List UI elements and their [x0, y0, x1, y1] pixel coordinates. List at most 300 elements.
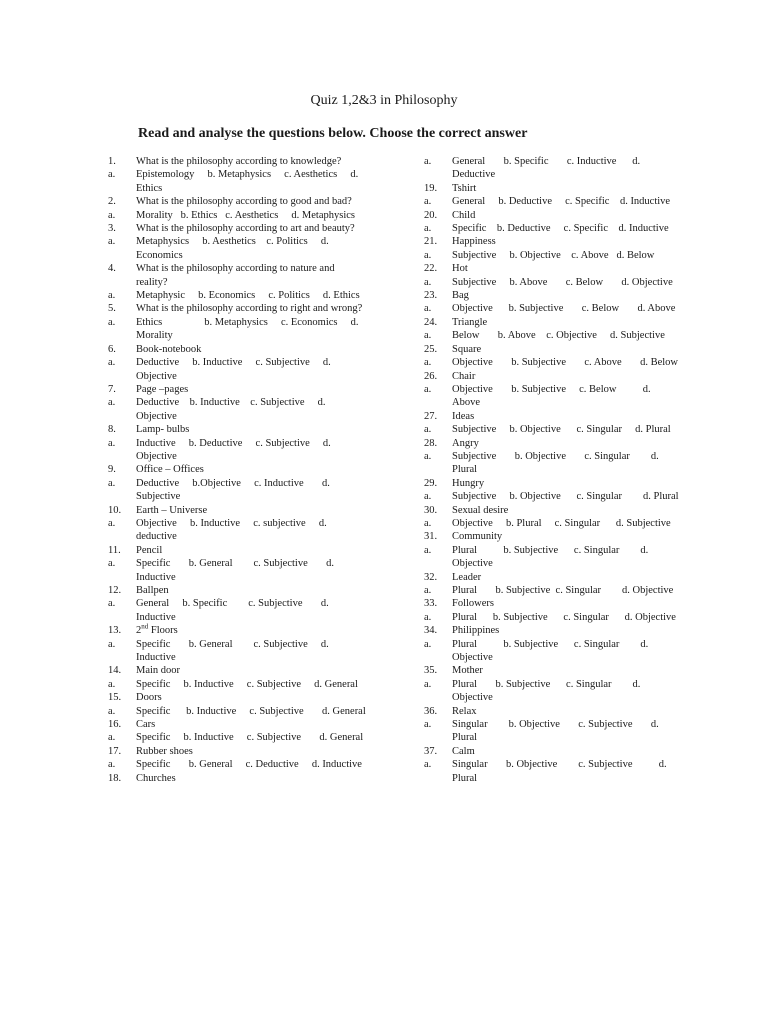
choice-marker: a.: [108, 517, 116, 529]
question-number: 5.: [108, 303, 116, 315]
answer-choices: [424, 302, 680, 315]
answer-choices: [108, 209, 366, 222]
answer-choices: [424, 155, 680, 182]
superscript: nd: [141, 622, 149, 631]
text-part: Plural b. Subjective c. Singular d. Objective: [452, 638, 651, 664]
text-part: Objective b. Subjective c. Above d. Below: [452, 357, 679, 369]
question-number: 31.: [424, 531, 438, 543]
text-part: Epistemology b. Metaphysics c. Aesthetics d. Ethics: [136, 169, 364, 194]
text-part: Sexual desire: [452, 504, 509, 516]
choice-text: [136, 557, 366, 584]
choice-marker: a.: [424, 517, 432, 529]
choice-text: [136, 289, 366, 302]
question-number: 7.: [108, 383, 116, 395]
choice-marker: a.: [108, 290, 116, 302]
text-part: Child: [452, 209, 476, 221]
choice-text: [136, 396, 366, 423]
answer-choices: [424, 450, 680, 477]
question-item: [108, 624, 366, 637]
choice-text: [452, 678, 680, 705]
question-item: [424, 705, 680, 718]
answer-choices: [424, 423, 680, 436]
choice-marker: a.: [108, 732, 116, 744]
choice-marker: a.: [424, 276, 432, 288]
choice-text: [452, 450, 680, 477]
question-text: [136, 383, 366, 396]
text-part: Plural b. Subjective c. Singular d. Objective: [452, 611, 676, 623]
choice-marker: a.: [108, 558, 116, 570]
question-item: [108, 584, 366, 597]
choice-marker: a.: [424, 156, 432, 167]
text-part: Deductive b. Inductive c. Subjective d. Objective: [136, 397, 329, 422]
choice-text: [452, 718, 680, 745]
question-number: 26.: [424, 370, 438, 382]
answer-choices: [108, 316, 366, 343]
choice-text: [452, 383, 680, 410]
text-part: Triangle: [452, 316, 488, 328]
question-number: 22.: [424, 263, 438, 275]
question-item: [108, 504, 366, 517]
question-number: 30.: [424, 504, 438, 516]
question-text: [452, 235, 680, 248]
answer-choices: [424, 222, 680, 235]
text-part: Relax: [452, 705, 477, 717]
question-item: [108, 195, 366, 208]
text-part: Tshirt: [452, 182, 477, 194]
text-part: Plural b. Subjective c. Singular d. Objective: [452, 544, 651, 570]
question-text: [452, 289, 680, 302]
answer-choices: [424, 584, 680, 597]
question-text: [136, 544, 366, 557]
answer-choices: [108, 235, 366, 262]
question-number: 33.: [424, 598, 438, 610]
text-part: Hot: [452, 263, 468, 275]
text-part: Ballpen: [136, 585, 169, 596]
choice-text: [452, 195, 680, 208]
question-number: 8.: [108, 424, 116, 436]
question-number: 2.: [108, 196, 116, 208]
question-number: 35.: [424, 665, 438, 677]
text-part: Ethics b. Metaphysics c. Economics d. Morality: [136, 316, 362, 342]
question-number: 29.: [424, 477, 438, 489]
question-text: [452, 477, 680, 490]
answer-choices: [108, 396, 366, 423]
text-part: Deductive b. Inductive c. Subjective d. Objective: [136, 357, 334, 382]
choice-text: [452, 222, 680, 235]
question-item: [108, 423, 366, 436]
question-number: 19.: [424, 182, 438, 194]
choice-marker: a.: [424, 303, 432, 315]
text-part: Floors: [148, 625, 178, 637]
choice-text: [136, 356, 366, 383]
question-number: 6.: [108, 343, 116, 355]
answer-choices: [424, 544, 680, 571]
text-part: Square: [452, 343, 482, 355]
text-part: Objective b. Subjective c. Below d. Above: [452, 303, 676, 315]
question-text: [452, 664, 680, 677]
question-item: [108, 343, 366, 356]
question-number: 21.: [424, 236, 438, 248]
text-part: Subjective b. Objective c. Singular d. Plural: [452, 491, 679, 503]
text-part: Ideas: [452, 410, 475, 422]
answer-choices: [424, 517, 680, 530]
choice-marker: a.: [108, 638, 116, 650]
question-number: 17.: [108, 745, 122, 757]
question-number: 25.: [424, 343, 438, 355]
text-part: Subjective b. Objective c. Above d. Below: [452, 249, 655, 261]
text-part: Calm: [452, 745, 475, 757]
choice-text: [452, 758, 680, 785]
choice-marker: a.: [424, 330, 432, 342]
text-part: Churches: [136, 772, 176, 784]
text-part: Cars: [136, 719, 156, 731]
choice-marker: a.: [108, 477, 116, 489]
text-part: General b. Specific c. Subjective d. Inductive: [136, 598, 332, 623]
choice-marker: a.: [424, 196, 432, 208]
choice-marker: a.: [424, 638, 432, 650]
question-item: [108, 718, 366, 731]
text-part: Rubber shoes: [136, 745, 193, 757]
answer-choices: [424, 611, 680, 624]
choice-text: [452, 638, 680, 665]
choice-marker: a.: [108, 759, 116, 771]
answer-choices: [424, 195, 680, 208]
question-number: 23.: [424, 290, 438, 302]
question-item: [424, 209, 680, 222]
text-part: Followers: [452, 598, 494, 610]
instruction-heading: Read and analyse the questions below. Choose the correct answer: [138, 126, 528, 141]
question-text: [136, 584, 366, 597]
choice-marker: a.: [424, 383, 432, 395]
text-part: Philippines: [452, 625, 500, 637]
text-part: 2: [136, 625, 142, 637]
question-text: [136, 262, 366, 289]
text-part: Happiness: [452, 236, 496, 248]
choice-marker: a.: [424, 223, 432, 235]
answer-choices: [108, 638, 366, 665]
choice-text: [452, 517, 680, 530]
question-item: [108, 544, 366, 557]
question-item: [424, 289, 680, 302]
text-part: Deductive b.Objective c. Inductive d. Subjective: [136, 477, 333, 503]
text-part: Objective b. Inductive c. subjective d. deductive: [136, 517, 330, 543]
answer-choices: [424, 718, 680, 745]
choice-text: [452, 356, 680, 369]
question-text: [452, 705, 680, 718]
question-item: [108, 383, 366, 396]
choice-text: [452, 490, 680, 503]
question-item: [108, 745, 366, 758]
question-number: 13.: [108, 625, 122, 637]
left-question-column: [108, 155, 366, 785]
choice-text: [136, 316, 366, 343]
question-item: [424, 182, 680, 195]
question-text: [136, 423, 366, 436]
choice-marker: a.: [108, 678, 116, 690]
question-item: [424, 262, 680, 275]
choice-text: [136, 437, 366, 464]
question-item: [424, 571, 680, 584]
text-part: Specific b. General c. Deductive d. Inductive: [136, 759, 362, 771]
text-part: Earth – Universe: [136, 504, 208, 516]
answer-choices: [424, 638, 680, 665]
choice-marker: a.: [424, 611, 432, 623]
answer-choices: [108, 168, 366, 195]
question-text: [136, 718, 366, 731]
question-number: 36.: [424, 705, 438, 717]
text-part: Office – Offices: [136, 464, 204, 476]
question-text: [136, 155, 366, 168]
choice-marker: a.: [424, 719, 432, 731]
question-item: [424, 235, 680, 248]
answer-choices: [424, 276, 680, 289]
text-part: Subjective b. Objective c. Singular d. Plural: [452, 450, 662, 476]
text-part: Hungry: [452, 477, 485, 489]
choice-marker: a.: [108, 357, 116, 369]
text-part: Specific b. Inductive c. Subjective d. General: [136, 705, 366, 717]
question-number: 10.: [108, 504, 122, 516]
question-text: [452, 597, 680, 610]
text-part: Leader: [452, 571, 482, 583]
choice-marker: a.: [424, 585, 432, 596]
choice-marker: a.: [108, 169, 116, 181]
choice-text: [452, 302, 680, 315]
answer-choices: [108, 731, 366, 744]
text-part: What is the philosophy according to good and bad?: [136, 196, 352, 208]
choice-marker: a.: [108, 397, 116, 409]
text-part: General b. Specific c. Inductive d. Deductive: [452, 156, 643, 181]
text-part: Page –pages: [136, 383, 189, 395]
text-part: Doors: [136, 692, 162, 704]
text-part: Objective b. Plural c. Singular d. Subjective: [452, 517, 671, 529]
question-item: [424, 343, 680, 356]
answer-choices: [108, 597, 366, 624]
choice-marker: a.: [108, 705, 116, 717]
question-item: [108, 262, 366, 289]
question-number: 32.: [424, 571, 438, 583]
question-number: 4.: [108, 263, 116, 275]
question-number: 1.: [108, 156, 116, 167]
answer-choices: [424, 329, 680, 342]
choice-text: [136, 705, 366, 718]
text-part: Singular b. Objective c. Subjective d. Plural: [452, 719, 662, 744]
question-text: [136, 463, 366, 476]
question-text: [452, 209, 680, 222]
question-text: [136, 691, 366, 704]
question-item: [424, 745, 680, 758]
question-item: [424, 664, 680, 677]
choice-text: [452, 423, 680, 436]
text-part: What is the philosophy according to right and wrong?: [136, 303, 363, 315]
question-text: [452, 530, 680, 543]
answer-choices: [108, 678, 366, 691]
question-item: [424, 410, 680, 423]
choice-marker: a.: [108, 209, 116, 221]
text-part: Specific b. Inductive c. Subjective d. General: [136, 678, 358, 690]
question-text: [452, 343, 680, 356]
choice-marker: a.: [424, 249, 432, 261]
text-part: Mother: [452, 665, 483, 677]
question-text: [452, 504, 680, 517]
question-text: [136, 504, 366, 517]
text-part: Plural b. Subjective c. Singular d. Objective: [452, 585, 674, 596]
question-item: [424, 597, 680, 610]
question-number: 9.: [108, 464, 116, 476]
text-part: Specific b. General c. Subjective d. Inductive: [136, 558, 337, 583]
text-part: Metaphysic b. Economics c. Politics d. Ethics: [136, 290, 360, 302]
question-number: 12.: [108, 585, 122, 596]
question-text: [136, 222, 366, 235]
text-part: Specific b. Deductive c. Specific d. Inductive: [452, 223, 669, 235]
choice-text: [452, 276, 680, 289]
text-part: Angry: [452, 437, 479, 449]
text-part: Subjective b. Above c. Below d. Objective: [452, 276, 673, 288]
choice-text: [452, 155, 680, 182]
choice-text: [136, 638, 366, 665]
answer-choices: [108, 758, 366, 771]
question-item: [108, 155, 366, 168]
choice-text: [136, 477, 366, 504]
question-text: [136, 664, 366, 677]
question-text: [452, 437, 680, 450]
question-number: 28.: [424, 437, 438, 449]
answer-choices: [108, 437, 366, 464]
text-part: What is the philosophy according to art and beauty?: [136, 223, 355, 235]
question-number: 11.: [108, 544, 121, 556]
choice-text: [136, 597, 366, 624]
question-item: [108, 772, 366, 785]
answer-choices: [108, 289, 366, 302]
answer-choices: [424, 758, 680, 785]
question-number: 27.: [424, 410, 438, 422]
text-part: Lamp- bulbs: [136, 424, 190, 436]
choice-text: [136, 678, 366, 691]
question-text: [452, 745, 680, 758]
choice-marker: a.: [424, 759, 432, 771]
question-item: [108, 664, 366, 677]
answer-choices: [108, 517, 366, 544]
text-part: Pencil: [136, 544, 163, 556]
choice-text: [452, 249, 680, 262]
text-part: Main door: [136, 665, 181, 677]
answer-choices: [424, 490, 680, 503]
question-text: [136, 624, 366, 637]
choice-marker: a.: [424, 357, 432, 369]
text-part: Metaphysics b. Aesthetics c. Politics d. Economics: [136, 236, 332, 261]
choice-text: [136, 758, 366, 771]
answer-choices: [108, 557, 366, 584]
choice-marker: a.: [424, 544, 432, 556]
text-part: Book-notebook: [136, 343, 202, 355]
question-number: 20.: [424, 209, 438, 221]
question-item: [108, 302, 366, 315]
question-item: [424, 530, 680, 543]
text-part: Below b. Above c. Objective d. Subjective: [452, 330, 665, 342]
answer-choices: [424, 383, 680, 410]
choice-text: [136, 168, 366, 195]
text-part: What is the philosophy according to nature and reality?: [136, 263, 338, 288]
choice-marker: a.: [108, 236, 116, 248]
choice-marker: a.: [108, 437, 116, 449]
text-part: Community: [452, 531, 503, 543]
text-part: Subjective b. Objective c. Singular d. Plural: [452, 424, 671, 436]
text-part: General b. Deductive c. Specific d. Inductive: [452, 196, 671, 208]
question-number: 16.: [108, 719, 122, 731]
choice-marker: a.: [424, 450, 432, 462]
question-item: [424, 477, 680, 490]
question-text: [136, 302, 366, 315]
question-number: 14.: [108, 665, 122, 677]
answer-choices: [424, 678, 680, 705]
question-text: [136, 343, 366, 356]
choice-text: [452, 584, 680, 597]
question-item: [424, 437, 680, 450]
question-text: [452, 182, 680, 195]
answer-choices: [108, 356, 366, 383]
text-part: Chair: [452, 370, 476, 382]
choice-marker: a.: [424, 424, 432, 436]
text-part: Singular b. Objective c. Subjective d. Plural: [452, 759, 670, 784]
question-text: [136, 195, 366, 208]
choice-text: [136, 235, 366, 262]
choice-text: [452, 329, 680, 342]
answer-choices: [108, 477, 366, 504]
question-number: 3.: [108, 223, 116, 235]
question-item: [424, 370, 680, 383]
question-number: 34.: [424, 625, 438, 637]
choice-marker: a.: [108, 598, 116, 610]
question-item: [108, 691, 366, 704]
text-part: Specific b. General c. Subjective d. Inductive: [136, 638, 332, 664]
question-number: 15.: [108, 692, 122, 704]
question-text: [136, 772, 366, 785]
question-text: [452, 571, 680, 584]
question-text: [452, 316, 680, 329]
question-item: [108, 463, 366, 476]
text-part: Objective b. Subjective c. Below d. Above: [452, 383, 653, 409]
question-number: 18.: [108, 772, 122, 784]
choice-text: [136, 731, 366, 744]
question-item: [424, 316, 680, 329]
question-text: [452, 262, 680, 275]
choice-marker: a.: [424, 678, 432, 690]
question-item: [108, 222, 366, 235]
question-text: [136, 745, 366, 758]
choice-text: [136, 517, 366, 544]
choice-text: [452, 611, 680, 624]
answer-choices: [424, 249, 680, 262]
question-text: [452, 624, 680, 637]
text-part: Morality b. Ethics c. Aesthetics d. Metaphysics: [136, 209, 356, 221]
question-number: 24.: [424, 316, 438, 328]
question-text: [452, 410, 680, 423]
text-part: Plural b. Subjective c. Singular d. Objective: [452, 678, 644, 704]
text-part: Bag: [452, 290, 469, 302]
text-part: Inductive b. Deductive c. Subjective d. Objective: [136, 437, 334, 462]
text-part: Specific b. Inductive c. Subjective d. General: [136, 732, 364, 744]
text-part: What is the philosophy according to knowledge?: [136, 156, 342, 167]
question-text: [452, 370, 680, 383]
choice-text: [136, 209, 366, 222]
question-item: [424, 624, 680, 637]
right-question-column: [424, 155, 680, 785]
question-item: [424, 504, 680, 517]
page-title: Quiz 1,2&3 in Philosophy: [310, 93, 458, 108]
choice-marker: a.: [424, 491, 432, 503]
answer-choices: [424, 356, 680, 369]
choice-text: [452, 544, 680, 571]
answer-choices: [108, 705, 366, 718]
